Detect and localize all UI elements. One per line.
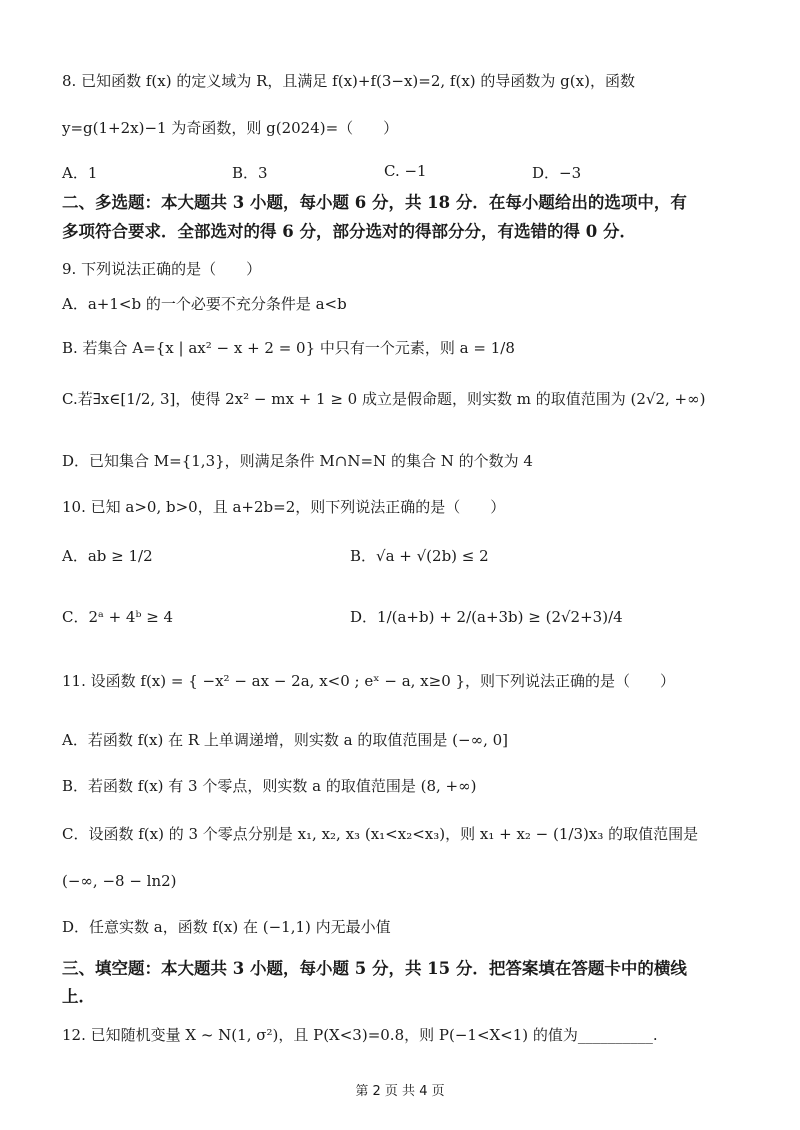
section-fill-heading-line1: 三、填空题：本大题共 3 小题，每小题 5 分，共 15 分．把答案填在答题卡中的横线 (62, 959, 687, 978)
section-multi-heading-line2: 多项符合要求．全部选对的得 6 分，部分选对的得部分分，有选错的得 0 分． (62, 222, 636, 241)
q8-stem-line2: y=g(1+2x)−1 为奇函数，则 g(2024)=（ ） (62, 119, 399, 137)
q8-option-c: C. −1 (384, 162, 427, 180)
section-multi-heading-line1: 二、多选题：本大题共 3 小题，每小题 6 分，共 18 分．在每小题给出的选项中，有 (62, 193, 687, 212)
q10-option-d: D．1/(a+b) + 2/(a+3b) ≥ (2√2+3)/4 (350, 608, 623, 626)
q11-stem: 11. 设函数 f(x) = { −x² − ax − 2a, x<0 ; eˣ − a, x≥0 }，则下列说法正确的是（ ） (62, 672, 676, 690)
q9-option-a: A．a+1<b 的一个必要不充分条件是 a<b (62, 295, 347, 313)
q10-row-cd (62, 606, 760, 628)
q8-option-a: A．1 (62, 164, 98, 182)
q8-stem-line1: 8. 已知函数 f(x) 的定义域为 R，且满足 f(x)+f(3−x)=2, f(x) 的导函数为 g(x)，函数 (62, 72, 635, 90)
q10-option-a: A．ab ≥ 1/2 (62, 547, 153, 565)
q10-stem: 10. 已知 a>0, b>0，且 a+2b=2，则下列说法正确的是（ ） (62, 498, 506, 516)
q8-options (62, 162, 760, 184)
q11-option-b: B．若函数 f(x) 有 3 个零点，则实数 a 的取值范围是 (8, +∞) (62, 777, 477, 795)
q10-row-ab (62, 545, 760, 567)
q10-option-c: C．2ᵃ + 4ᵇ ≥ 4 (62, 608, 174, 626)
q11-option-c-line1: C．设函数 f(x) 的 3 个零点分别是 x₁, x₂, x₃ (x₁<x₂<x₃)，则 x₁ + x₂ − (1/3)x₃ 的取值范围是 (62, 825, 699, 843)
section-fill-heading-line2: 上． (62, 987, 95, 1006)
q9-option-c: C.若∃x∈[1/2, 3]，使得 2x² − mx + 1 ≥ 0 成立是假命题，则实数 m 的取值范围为 (2√2, +∞) (62, 390, 706, 408)
q11-option-d: D．任意实数 a，函数 f(x) 在 (−1,1) 内无最小值 (62, 918, 391, 936)
q11-option-c-line2: (−∞, −8 − ln2) (62, 872, 177, 890)
page-footer: 第 2 页 共 4 页 (355, 1084, 445, 1099)
q9-stem: 9. 下列说法正确的是（ ） (62, 260, 262, 278)
q10-option-b: B．√a + √(2b) ≤ 2 (350, 547, 489, 565)
q9-option-b: B. 若集合 A={x | ax² − x + 2 = 0} 中只有一个元素，则 a = 1/8 (62, 339, 515, 357)
q8-option-b: B．3 (232, 164, 268, 182)
q12-stem: 12. 已知随机变量 X ~ N(1, σ²)，且 P(X<3)=0.8，则 P(−1<X<1) 的值为__________. (62, 1026, 658, 1044)
q9-option-d: D．已知集合 M={1,3}，则满足条件 M∩N=N 的集合 N 的个数为 4 (62, 452, 533, 470)
q11-option-a: A．若函数 f(x) 在 R 上单调递增，则实数 a 的取值范围是 (−∞, 0] (62, 731, 509, 749)
q8-option-d: D．−3 (532, 164, 582, 182)
